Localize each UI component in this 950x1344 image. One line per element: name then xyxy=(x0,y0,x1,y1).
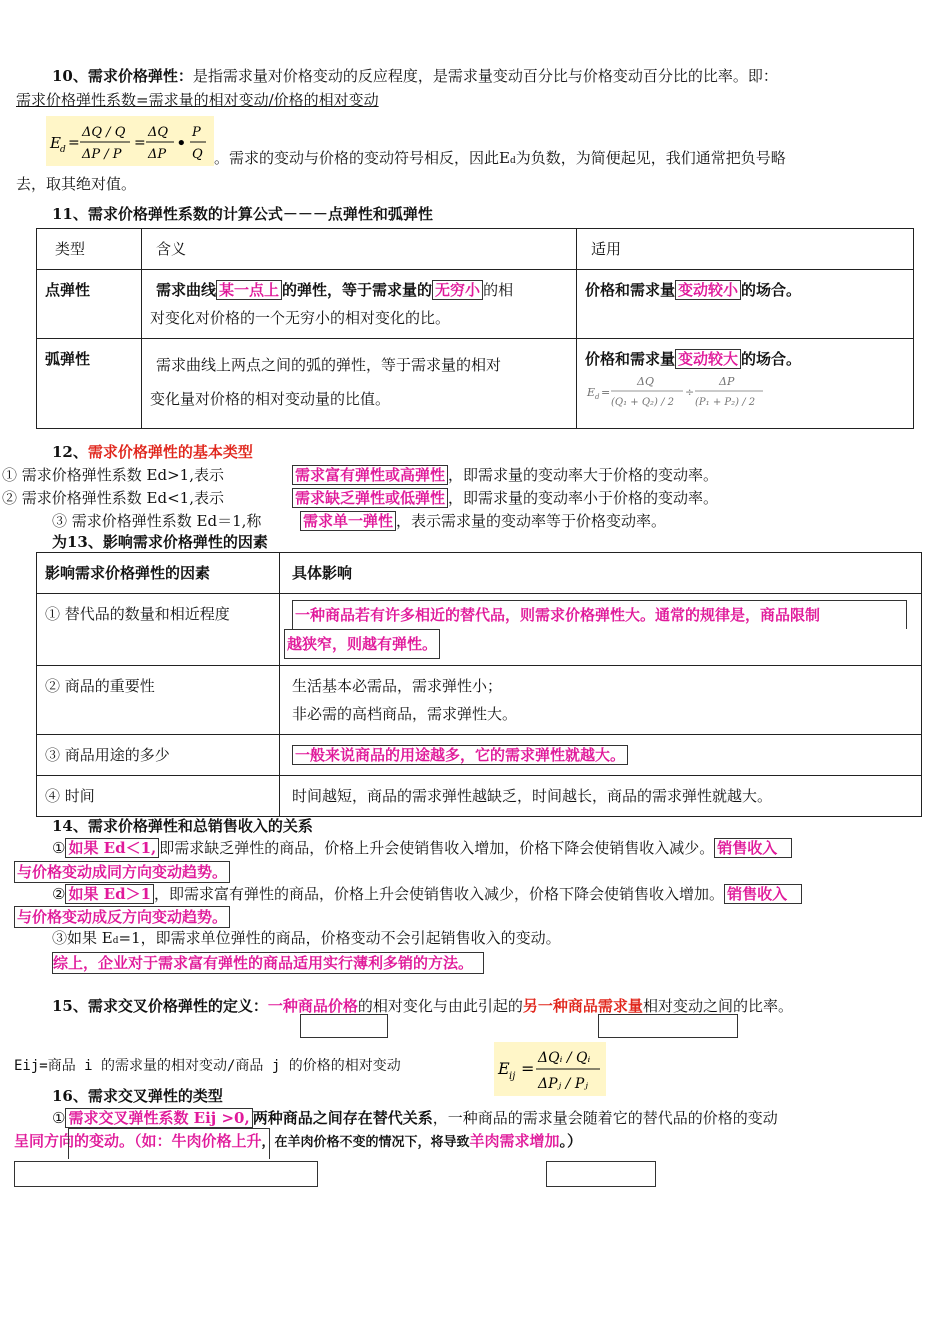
f-n3: P xyxy=(192,125,201,140)
s15-eij: Eij=商品 i 的需求量的相对变动/商品 j 的价格的相对变动 xyxy=(14,1058,401,1074)
s16-text: ，一种商品的需求量会随着它的替代品的价格的变动 xyxy=(432,1109,778,1127)
s13-e2-l2: 非必需的高档商品，需求弹性大。 xyxy=(292,705,518,723)
table-row xyxy=(37,594,922,666)
s16-l2pk: 呈同方向的变动。（如：牛肉价格上升 xyxy=(14,1132,262,1150)
s13-f3: ③ 商品用途的多少 xyxy=(37,735,280,776)
s12-item-3 xyxy=(52,511,666,531)
s13-e4: 时间越短，商品的需求弹性越缺乏，时间越长，商品的需求弹性就越大。 xyxy=(280,776,922,817)
s14-i1-pk2: 销售收入 xyxy=(714,838,792,858)
blank-box xyxy=(14,1161,318,1187)
fa-sub: d xyxy=(595,393,600,401)
s11-aa-box: 变动较大 xyxy=(675,349,741,369)
s10-sub-d: d xyxy=(509,156,516,166)
f-eq: = xyxy=(68,135,80,151)
s15-title: 15、需求交叉价格弹性的定义： xyxy=(52,997,268,1015)
s14-i3-text2: =1，即需求单位弹性的商品，价格变动不会引起销售收入的变动。 xyxy=(118,929,561,947)
s16-l2end: 。） xyxy=(559,1132,583,1150)
blank-box xyxy=(300,1014,388,1038)
s11-mp-mid: 的弹性，等于需求量的 xyxy=(282,281,433,299)
s15-line1 xyxy=(52,996,793,1016)
table-row xyxy=(37,339,914,429)
s16-l2pk2: 羊肉需求增加 xyxy=(469,1132,560,1150)
s11-h-apply: 适用 xyxy=(577,229,914,270)
fa-n2: ΔP xyxy=(719,375,735,388)
s12-title xyxy=(52,442,253,462)
s14-summary: 综上，企业对于需求富有弹性的商品适用实行薄利多销的方法。 xyxy=(52,952,484,974)
s14-item-1 xyxy=(52,838,792,858)
fe-den: ΔPⱼ / Pⱼ xyxy=(538,1076,588,1092)
fa-d2: (P₁ + P₂) / 2 xyxy=(695,397,756,408)
s13-h-effect: 具体影响 xyxy=(280,553,922,594)
s12-i3-box: 需求单一弹性 xyxy=(300,511,396,531)
f-lhs: E xyxy=(50,134,61,152)
s11-ap-pre: 价格和需求量 xyxy=(585,281,676,299)
s12-item-2 xyxy=(2,488,718,508)
fa-op: ÷ xyxy=(685,386,695,399)
s15-post: 相对变动之间的比率。 xyxy=(642,997,793,1015)
s14-i2-pk2: 销售收入 xyxy=(724,884,802,904)
s13-e2 xyxy=(280,666,922,735)
s15-mid: 的相对变化与由此引起的 xyxy=(357,997,523,1015)
blank-box xyxy=(68,1128,270,1159)
s11-aa-post: 的场合。 xyxy=(741,350,802,368)
formula-ed-svg xyxy=(46,116,214,166)
s12-title-text: 需求价格弹性的基本类型 xyxy=(87,443,253,461)
s11-mp-pre: 需求曲线 xyxy=(156,281,217,299)
fe-eq: = xyxy=(521,1059,535,1078)
formula-eij xyxy=(494,1042,606,1096)
s13-e1-l1: 一种商品若有许多相近的替代品，则需求价格弹性大。通常的规律是，商品限制 xyxy=(292,600,907,629)
s11-meaning-arc-l1: 需求曲线上两点之间的弧的弹性，等于需求量的相对 xyxy=(156,356,502,374)
s11-type-point: 点弹性 xyxy=(37,270,142,339)
s12-i1-box: 需求富有弹性或高弹性 xyxy=(292,465,448,485)
table-row xyxy=(37,270,914,339)
s14-i1-line2: 与价格变动成同方向变动趋势。 xyxy=(14,861,230,883)
s14-i3-text1: 如果 E xyxy=(67,929,113,947)
f-d3: Q xyxy=(192,147,203,162)
s13-e3-text: 一般来说商品的用途越多，它的需求弹性就越大。 xyxy=(292,745,628,765)
fa-d1: (Q₁ + Q₂) / 2 xyxy=(611,397,675,408)
s16-title: 16、需求交叉弹性的类型 xyxy=(52,1087,223,1105)
s15-pk1: 一种商品价格 xyxy=(267,997,358,1015)
f-d1: ΔP / P xyxy=(82,147,122,162)
s16-bold: 两种商品之间存在替代关系 xyxy=(252,1109,433,1127)
s16-line1 xyxy=(52,1108,778,1128)
s10-line3: 去，取其绝对值。 xyxy=(16,175,137,193)
s11-meaning-arc-l2: 变化量对价格的相对变动量的比值。 xyxy=(150,390,391,408)
table-row xyxy=(37,553,922,594)
s10-num: 10、 xyxy=(52,67,88,85)
s13-table xyxy=(36,552,922,817)
s14-item-2 xyxy=(52,884,802,904)
fe-sub: ij xyxy=(509,1071,516,1082)
formula-arc xyxy=(585,373,785,413)
s11-apply-point xyxy=(577,270,914,339)
s13-e3 xyxy=(280,735,922,776)
s13-h-factor: 影响需求价格弹性的因素 xyxy=(37,553,280,594)
s11-type-arc: 弧弹性 xyxy=(37,339,142,429)
s12-i3-pre: ③ 需求价格弹性系数 Ed＝1,称 xyxy=(52,512,262,530)
s12-i2-pre: ② 需求价格弹性系数 Ed<1,表示 xyxy=(2,489,224,507)
s11-apply-arc xyxy=(577,339,914,429)
s11-ap-box: 变动较小 xyxy=(675,280,741,300)
s13-e1-l2: 越狭窄，则越有弹性。 xyxy=(284,629,440,659)
s16-mark: ① xyxy=(52,1109,66,1127)
table-row xyxy=(37,735,922,776)
fe-lhs: E xyxy=(498,1059,510,1078)
s11-mp-box2: 无穷小 xyxy=(432,280,483,300)
s12-i3-post: ，表示需求量的变动率等于价格变动率。 xyxy=(396,512,667,530)
s14-i3-sub: d xyxy=(112,936,119,946)
blank-box xyxy=(598,1014,738,1038)
s14-i2-pk: 如果 Ed＞1 xyxy=(65,884,154,904)
s14-i1-text: 即需求缺乏弹性的商品，价格上升会使销售收入增加，价格下降会使销售收入减少。 xyxy=(159,839,715,857)
s16-pk: 需求交叉弹性系数 Eij >0, xyxy=(65,1108,252,1128)
s12-i1-post: ，即需求量的变动率大于价格的变动率。 xyxy=(448,466,719,484)
s11-meaning-point xyxy=(142,270,577,339)
s13-e1 xyxy=(280,594,922,666)
formula-ed xyxy=(46,116,214,166)
s11-aa-pre: 价格和需求量 xyxy=(585,350,676,368)
fe-num: ΔQᵢ / Qᵢ xyxy=(538,1050,591,1066)
fa-n1: ΔQ xyxy=(637,375,654,388)
s14-i1-mark: ① xyxy=(52,839,66,857)
table-row xyxy=(37,229,914,270)
s13-f1: ① 替代品的数量和相近程度 xyxy=(37,594,280,666)
s14-item-3 xyxy=(52,928,561,951)
s12-num: 12、 xyxy=(52,443,88,461)
s16-l2small: ，在羊肉价格不变的情况下，将导致 xyxy=(261,1135,470,1150)
s11-apply-arc-l1 xyxy=(585,345,905,373)
f-sub: d xyxy=(60,145,66,155)
s10-after-formula: 。需求的变动与价格的变动符号相反，因此E xyxy=(214,149,510,167)
formula-eij-svg xyxy=(494,1042,606,1096)
s14-i2-text: ，即需求富有弹性的商品，价格上升会使销售收入减少，价格下降会使销售收入增加。 xyxy=(154,885,725,903)
s14-i2-line2: 与价格变动成反方向变动趋势。 xyxy=(14,906,230,928)
fa-lhs: E xyxy=(587,386,596,399)
f-eq2: = xyxy=(134,135,146,151)
s11-table xyxy=(36,228,914,429)
blank-box xyxy=(546,1161,656,1187)
s10-head: 需求价格弹性： xyxy=(87,67,193,85)
s11-h-type: 类型 xyxy=(37,229,142,270)
s10-line2 xyxy=(214,148,786,171)
f-n1: ΔQ / Q xyxy=(82,125,126,140)
s13-f4: ④ 时间 xyxy=(37,776,280,817)
s10-line1 xyxy=(52,66,778,86)
s13-e2-l1: 生活基本必需品，需求弹性小； xyxy=(292,677,503,695)
s11-ap-post: 的场合。 xyxy=(741,281,802,299)
s12-i1-pre: ① 需求价格弹性系数 Ed>1,表示 xyxy=(2,466,224,484)
f-d2: ΔP xyxy=(148,147,167,162)
s11-mp-post: 的相 xyxy=(483,281,514,299)
table-row xyxy=(37,776,922,817)
s14-i2-mark: ② xyxy=(52,885,66,903)
s10-text: 是指需求量对价格变动的反应程度，是需求量变动百分比与价格变动百分比的比率。即： xyxy=(192,67,778,85)
s14-title: 14、需求价格弹性和总销售收入的关系 xyxy=(52,817,313,835)
f-n2: ΔQ xyxy=(148,125,169,140)
f-dot: • xyxy=(176,133,187,154)
s11-h-meaning: 含义 xyxy=(142,229,577,270)
s14-i3-mark: ③ xyxy=(52,929,68,947)
fa-eq: = xyxy=(601,386,611,399)
s10-after2: 为负数，为简便起见，我们通常把负号略 xyxy=(515,149,786,167)
s11-title: 11、需求价格弹性系数的计算公式－－－点弹性和弧弹性 xyxy=(52,205,433,223)
s12-i2-post: ，即需求量的变动率小于价格的变动率。 xyxy=(448,489,719,507)
s11-meaning-arc xyxy=(142,339,577,429)
s15-rd: 另一种商品需求量 xyxy=(522,997,643,1015)
s11-meaning-point-l1 xyxy=(150,276,568,304)
s13-title: 为13、影响需求价格弹性的因素 xyxy=(52,533,268,551)
s14-i1-pk: 如果 Ed＜1, xyxy=(65,838,159,858)
s12-i2-box: 需求缺乏弹性或低弹性 xyxy=(292,488,448,508)
s11-mp-box1: 某一点上 xyxy=(216,280,282,300)
s11-meaning-point-l2: 对变化对价格的一个无穷小的相对变化的比。 xyxy=(150,309,451,327)
s13-f2: ② 商品的重要性 xyxy=(37,666,280,735)
s10-definition: 需求价格弹性系数=需求量的相对变动/价格的相对变动 xyxy=(16,91,379,109)
table-row xyxy=(37,666,922,735)
s12-item-1 xyxy=(2,465,718,485)
